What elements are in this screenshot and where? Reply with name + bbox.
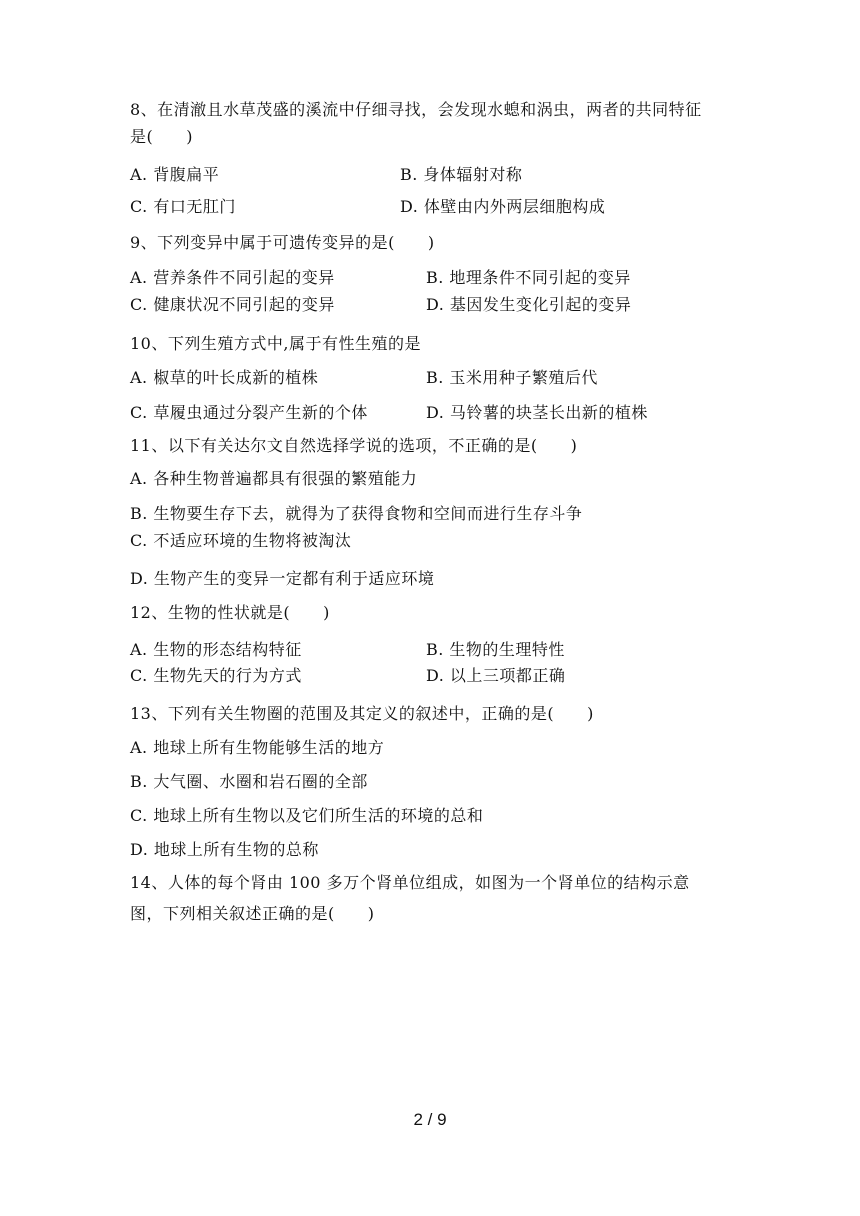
q9-stem: 9、下列变异中属于可遗传变异的是( )	[130, 233, 435, 252]
q8-option-b: B. 身体辐射对称	[400, 165, 523, 184]
q13-option-d: D. 地球上所有生物的总称	[130, 840, 319, 859]
q9-option-c: C. 健康状况不同引起的变异	[130, 295, 335, 314]
page-number: 2 / 9	[413, 1110, 447, 1129]
q12-stem: 12、生物的性状就是( )	[130, 603, 330, 622]
q8-option-a: A. 背腹扁平	[130, 165, 220, 184]
q11-option-b: B. 生物要生存下去，就得为了获得食物和空间而进行生存斗争	[130, 504, 583, 523]
q10-option-c: C. 草履虫通过分裂产生新的个体	[130, 403, 368, 422]
q8-stem-line1: 8、在清澈且水草茂盛的溪流中仔细寻找，会发现水螅和涡虫，两者的共同特征	[130, 100, 702, 119]
q10-option-d: D. 马铃薯的块茎长出新的植株	[426, 403, 648, 422]
q10-stem: 10、下列生殖方式中,属于有性生殖的是	[130, 334, 421, 353]
q12-option-d: D. 以上三项都正确	[426, 666, 566, 685]
q9-option-d: D. 基因发生变化引起的变异	[426, 295, 632, 314]
q13-option-a: A. 地球上所有生物能够生活的地方	[130, 738, 385, 757]
q12-option-b: B. 生物的生理特性	[426, 640, 565, 659]
q10-option-a: A. 椒草的叶长成新的植株	[130, 368, 319, 387]
q14-stem-line2: 图，下列相关叙述正确的是( )	[130, 904, 375, 923]
q13-option-c: C. 地球上所有生物以及它们所生活的环境的总和	[130, 806, 484, 825]
q8-option-d: D. 体壁由内外两层细胞构成	[400, 197, 606, 216]
q9-option-b: B. 地理条件不同引起的变异	[426, 268, 631, 287]
q11-stem: 11、以下有关达尔文自然选择学说的选项，不正确的是( )	[130, 436, 578, 455]
q11-option-a: A. 各种生物普遍都具有很强的繁殖能力	[130, 469, 418, 488]
q13-option-b: B. 大气圈、水圈和岩石圈的全部	[130, 772, 368, 791]
q11-option-c: C. 不适应环境的生物将被淘汰	[130, 531, 352, 550]
q10-option-b: B. 玉米用种子繁殖后代	[426, 368, 598, 387]
q8-stem-line2: 是( )	[130, 127, 193, 146]
q14-stem-line1: 14、人体的每个肾由 100 多万个肾单位组成，如图为一个肾单位的结构示意	[130, 873, 690, 892]
q9-option-a: A. 营养条件不同引起的变异	[130, 268, 335, 287]
q12-option-a: A. 生物的形态结构特征	[130, 640, 302, 659]
q11-option-d: D. 生物产生的变异一定都有利于适应环境	[130, 569, 435, 588]
q8-option-c: C. 有口无肛门	[130, 197, 236, 216]
q12-option-c: C. 生物先天的行为方式	[130, 666, 302, 685]
q13-stem: 13、下列有关生物圈的范围及其定义的叙述中，正确的是( )	[130, 704, 594, 723]
